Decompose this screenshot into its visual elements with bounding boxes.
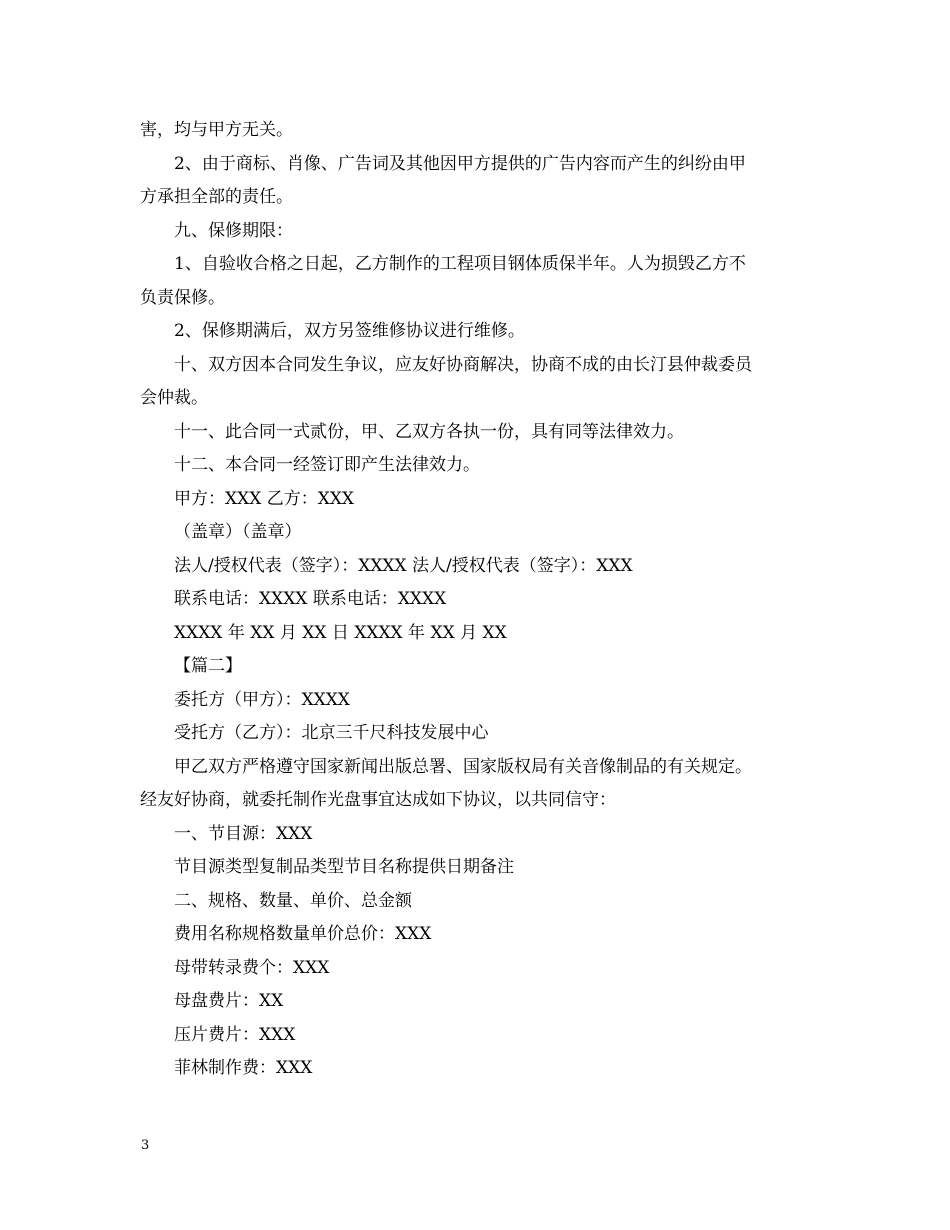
text-line: 二、规格、数量、单价、总金额 (174, 890, 412, 911)
text-line: 十二、本合同一经签订即产生法律效力。 (174, 455, 480, 475)
text-line: 甲乙双方严格遵守国家新闻出版总署、国家版权局有关音像制品的有关规定。 (174, 756, 752, 777)
text-line: 1、自验收合格之日起，乙方制作的工程项目钢体质保半年。人为损毁乙方不 (174, 254, 746, 274)
text-line: 一、节目源：XXX (174, 823, 313, 844)
text-line: 母盘费片：XX (174, 991, 284, 1011)
text-line: 母带转录费个：XXX (174, 957, 330, 978)
text-line: 费用名称规格数量单价总价：XXX (174, 924, 432, 944)
text-line: 九、保修期限： (174, 220, 293, 241)
text-line: 十一、此合同一式贰份，甲、乙双方各执一份，具有同等法律效力。 (174, 421, 684, 442)
text-line: 害，均与甲方无关。 (140, 120, 293, 140)
text-line: 负责保修。 (140, 287, 225, 308)
text-line: 2、保修期满后，双方另签维修协议进行维修。 (174, 321, 525, 341)
text-line: 【篇二】 (174, 656, 242, 676)
text-line: 节目源类型复制品类型节目名称提供日期备注 (174, 857, 514, 877)
text-line: 受托方（乙方）：北京三千尺科技发展中心 (174, 723, 489, 743)
text-line: 2、由于商标、肖像、广告词及其他因甲方提供的广告内容而产生的纠纷由甲 (174, 153, 746, 174)
text-line: 方承担全部的责任。 (140, 187, 293, 207)
text-line: 菲林制作费：XXX (174, 1058, 313, 1078)
text-line: 联系电话：XXXX 联系电话：XXXX (174, 589, 447, 609)
text-line: 压片费片：XXX (174, 1024, 296, 1045)
text-line: 法人/授权代表（签字）：XXXX 法人/授权代表（签字）：XXX (174, 555, 633, 576)
text-line: （盖章）（盖章） (174, 522, 302, 542)
text-line: 委托方（甲方）：XXXX (174, 689, 350, 710)
text-line: 十、双方因本合同发生争议，应友好协商解决，协商不成的由长汀县仲裁委员 (174, 354, 752, 375)
text-line: XXXX 年 XX 月 XX 日 XXXX 年 XX 月 XX (174, 622, 507, 643)
text-line: 甲方：XXX 乙方：XXX (174, 488, 355, 509)
text-line: 会仲裁。 (140, 388, 208, 408)
document-body (140, 114, 820, 1086)
text-line: 经友好协商，就委托制作光盘事宜达成如下协议，以共同信守： (140, 790, 616, 810)
page-number: 3 (141, 1138, 150, 1153)
